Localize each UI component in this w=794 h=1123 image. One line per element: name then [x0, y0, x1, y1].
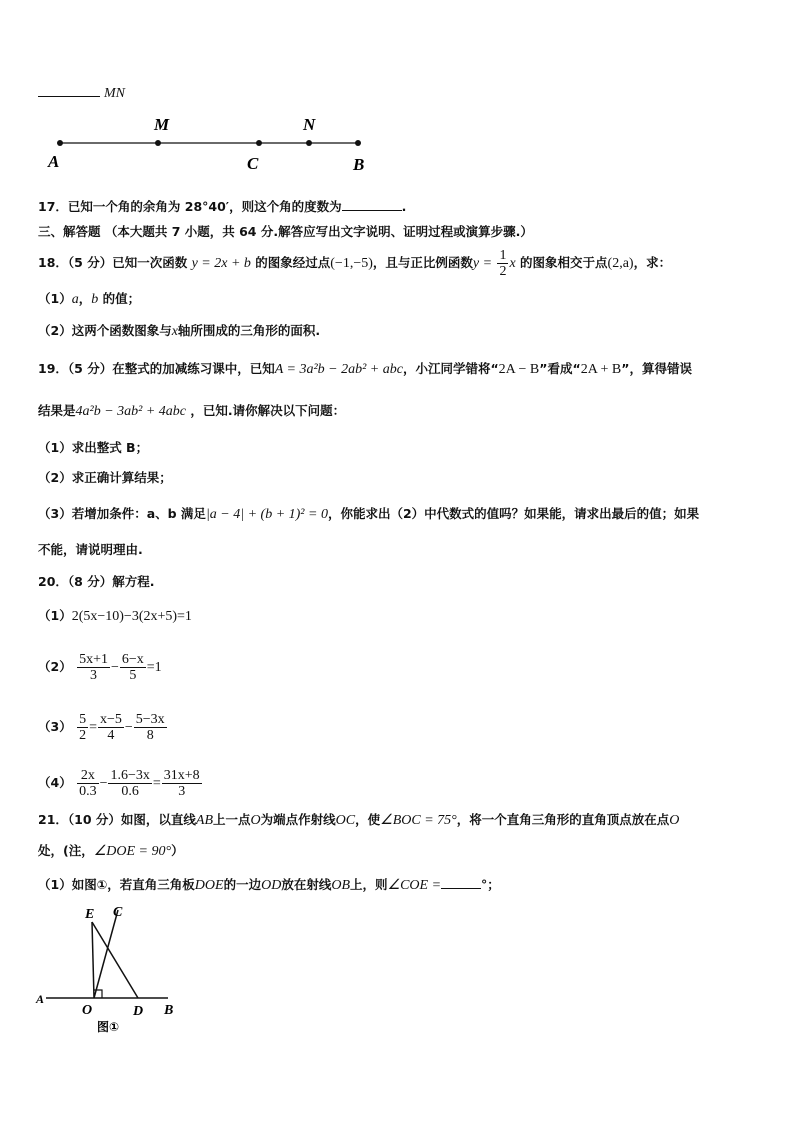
- q20-e2-frac2: [120, 652, 146, 683]
- q19-line2-end: ，已知.请你解决以下问题：: [186, 403, 346, 418]
- q20-e4-frac3: [162, 768, 202, 799]
- q20-e4-n1: 2x: [77, 768, 99, 784]
- side-ed: [92, 922, 138, 998]
- q20-e3-d3: 8: [146, 728, 154, 743]
- q19-part2: （2）求正确计算结果；: [38, 470, 172, 485]
- q19-part1: （1）求出整式 B；: [38, 440, 149, 455]
- point-n: [306, 140, 312, 146]
- q21-angle2: ∠DOE = 90°: [93, 844, 172, 859]
- q20-e4-lead: （4）: [38, 775, 72, 790]
- q18-point1: (−1,−5): [330, 256, 373, 271]
- segment-figure: [38, 112, 378, 174]
- q20-eq3: [38, 712, 168, 743]
- fig1-label-c: C: [113, 905, 123, 920]
- point-a: [57, 140, 63, 146]
- q20-e1: 2(5x−10)−3(2x+5)=1: [71, 609, 192, 624]
- q18-mid3: 的图象相交于点: [520, 255, 608, 270]
- q20-e1-lead: （1）: [38, 608, 72, 623]
- q20-e4-minus: −: [99, 776, 108, 791]
- q20-e4-frac1: [77, 768, 99, 799]
- q19-mid3: ”，算得错误: [621, 361, 692, 376]
- fig1-label-d: D: [133, 1004, 144, 1019]
- q18-p1-b: b: [91, 292, 99, 307]
- q21-part1: [38, 876, 500, 894]
- q20-e3-minus: −: [124, 720, 133, 735]
- q20-e3-d1: 2: [79, 728, 87, 743]
- q20-e3-n2: x−5: [99, 712, 122, 727]
- q20-e2-n1: 5x+1: [79, 652, 108, 667]
- q19-mid1: ，小江同学错将“: [402, 361, 499, 376]
- q21-line2-lead: 处，(注，: [38, 843, 94, 858]
- q20-title: 20．（8 分）解方程.: [38, 574, 155, 589]
- figure-1: [32, 900, 192, 1040]
- q20-e3-lead: （3）: [38, 719, 72, 734]
- fig1-label-a: A: [36, 992, 45, 1006]
- q18-mid2: ，且与正比例函数: [372, 255, 473, 270]
- q18-mid1: 的图象经过点: [255, 255, 331, 270]
- q20-e4-eq: =: [152, 776, 161, 791]
- q19-mid2: ”看成“: [539, 361, 581, 376]
- q19-lead: 19．（5 分）在整式的加减练习课中，已知: [38, 361, 275, 376]
- q20-e2-rhs: =1: [146, 660, 162, 675]
- q20-eq4: [38, 768, 203, 799]
- point-m: [155, 140, 161, 146]
- q19-line2: [38, 403, 345, 420]
- q20-e4-d3: 3: [178, 784, 186, 799]
- side-oe: [92, 922, 94, 998]
- question-19: [38, 361, 692, 378]
- q21-p1-lead: （1）如图①，若直角三角板: [38, 877, 195, 892]
- q21-answer-blank: [441, 876, 481, 889]
- q18-point2: (2,a): [607, 256, 634, 271]
- q19-wrong: 2A − B: [498, 362, 540, 377]
- q19-p3-end: ，你能求出（2）中代数式的值吗？如果能，请求出最后的值；如果: [327, 506, 700, 521]
- q20-e3-frac3: [134, 712, 167, 743]
- q17-end: .: [401, 199, 407, 214]
- point-b: [355, 140, 361, 146]
- q19-result: 4a²b − 3ab² + 4abc: [75, 404, 187, 419]
- q18-lead: 18．（5 分）已知一次函数: [38, 255, 188, 270]
- q18-p2-x: x: [171, 324, 178, 339]
- q20-e2-lead: （2）: [38, 659, 72, 674]
- label-n: N: [303, 115, 316, 134]
- label-c: C: [247, 154, 259, 173]
- q21-mid1: 上一点: [213, 812, 251, 827]
- q21-o: O: [250, 813, 261, 828]
- q20-e3-d2: 4: [107, 728, 115, 743]
- ray-oc: [94, 910, 118, 998]
- q20-e2-frac1: [77, 652, 110, 683]
- q21-ob: OB: [331, 878, 351, 893]
- q21-lead: 21．（10 分）如图，以直线: [38, 812, 196, 827]
- q21-line2: [38, 843, 184, 860]
- point-c: [256, 140, 262, 146]
- fig1-label-e: E: [85, 907, 95, 922]
- q18-p1-end: 的值；: [102, 291, 141, 306]
- q19-p3-lead: （3）若增加条件：a、b 满足: [38, 506, 206, 521]
- q18-p1-a: a: [71, 292, 79, 307]
- fig1-caption: 图①: [97, 1020, 120, 1034]
- q17-text: 17．已知一个角的余角为 28°40′，则这个角的度数为: [38, 199, 342, 214]
- q21-mid4: ，将一个直角三角形的直角顶点放在点: [456, 812, 670, 827]
- q19-part3: [38, 506, 699, 523]
- q19-seen: 2A + B: [580, 362, 622, 377]
- q20-e4-d2: 0.6: [121, 784, 139, 799]
- label-a: A: [48, 152, 60, 171]
- q21-mid2: 为端点作射线: [260, 812, 336, 827]
- q21-mid3: ，使: [355, 812, 381, 827]
- q19-cond: |a − 4| + (b + 1)² = 0: [205, 507, 328, 522]
- q21-angle1: ∠BOC = 75°: [380, 813, 457, 828]
- q20-eq1: [38, 608, 192, 625]
- q21-p1-end: °；: [481, 877, 500, 892]
- q18-p2-end: 轴所围成的三角形的面积.: [177, 323, 321, 338]
- q18-frac-den: 2: [499, 264, 507, 279]
- q17-blank: [342, 198, 402, 211]
- fig1-label-b: B: [164, 1003, 174, 1018]
- q21-o2: O: [669, 813, 680, 828]
- q18-p1-lead: （1）: [38, 291, 72, 306]
- q20-e4-d1: 0.3: [79, 784, 97, 799]
- label-b: B: [353, 155, 365, 174]
- q18-frac-num: 1: [499, 248, 507, 263]
- q20-e4-n3: 31x+8: [163, 768, 200, 783]
- q20-e2-minus: −: [110, 660, 119, 675]
- question-17: [38, 198, 406, 215]
- q20-e3-frac1: [77, 712, 88, 743]
- q21-p1-mid1: 的一边: [223, 877, 262, 892]
- q18-y-eq: y =: [472, 256, 493, 271]
- q19-p3-line2: 不能，请说明理由.: [38, 542, 143, 557]
- q21-ab: AB: [195, 813, 214, 828]
- q20-e2-d2: 5: [129, 668, 137, 683]
- q20-e4-frac2: [108, 768, 151, 799]
- q18-part2: [38, 323, 320, 340]
- q18-end: ，求：: [633, 255, 672, 270]
- q21-p1-mid2: 放在射线: [281, 877, 332, 892]
- q21-p1-mid3: 上，则: [350, 877, 388, 892]
- fig1-label-o: O: [82, 1003, 93, 1018]
- q18-part1: （1）a，b 的值；: [38, 291, 141, 307]
- q18-p2-lead: （2）这两个函数图象与: [38, 323, 172, 338]
- q20-e3-n1: 5: [79, 712, 87, 727]
- q18-f1: y = 2x + b: [191, 256, 251, 271]
- q19-line2-lead: 结果是: [38, 403, 76, 418]
- answer-blank: [38, 84, 100, 97]
- section-3-heading: 三、解答题 （本大题共 7 小题，共 64 分.解答应写出文字说明、证明过程或演算步骤.）: [38, 224, 533, 239]
- q18-fraction: [497, 248, 508, 279]
- q21-od: OD: [261, 878, 282, 893]
- q20-e4-n2: 1.6−3x: [110, 768, 150, 783]
- question-18: [38, 248, 671, 279]
- q20-e2-d1: 3: [90, 668, 98, 683]
- q21-doe: DOE: [194, 878, 224, 893]
- q20-e2-n2: 6−x: [121, 652, 144, 667]
- question-21: [38, 812, 679, 829]
- q21-oc: OC: [335, 813, 356, 828]
- q21-angle3: ∠COE =: [387, 878, 442, 893]
- q20-eq2: [38, 652, 162, 683]
- q19-a-expr: A = 3a²b − 2ab² + abc: [274, 362, 403, 377]
- q20-e3-eq: =: [89, 720, 97, 735]
- label-m: M: [154, 115, 170, 134]
- q21-line2-end: ）: [171, 843, 184, 858]
- mn-label: MN: [103, 86, 125, 101]
- prev-question-tail: [38, 84, 125, 102]
- q18-x: x: [509, 256, 516, 271]
- q20-e3-frac2: [98, 712, 124, 743]
- q20-e3-n3: 5−3x: [135, 712, 165, 727]
